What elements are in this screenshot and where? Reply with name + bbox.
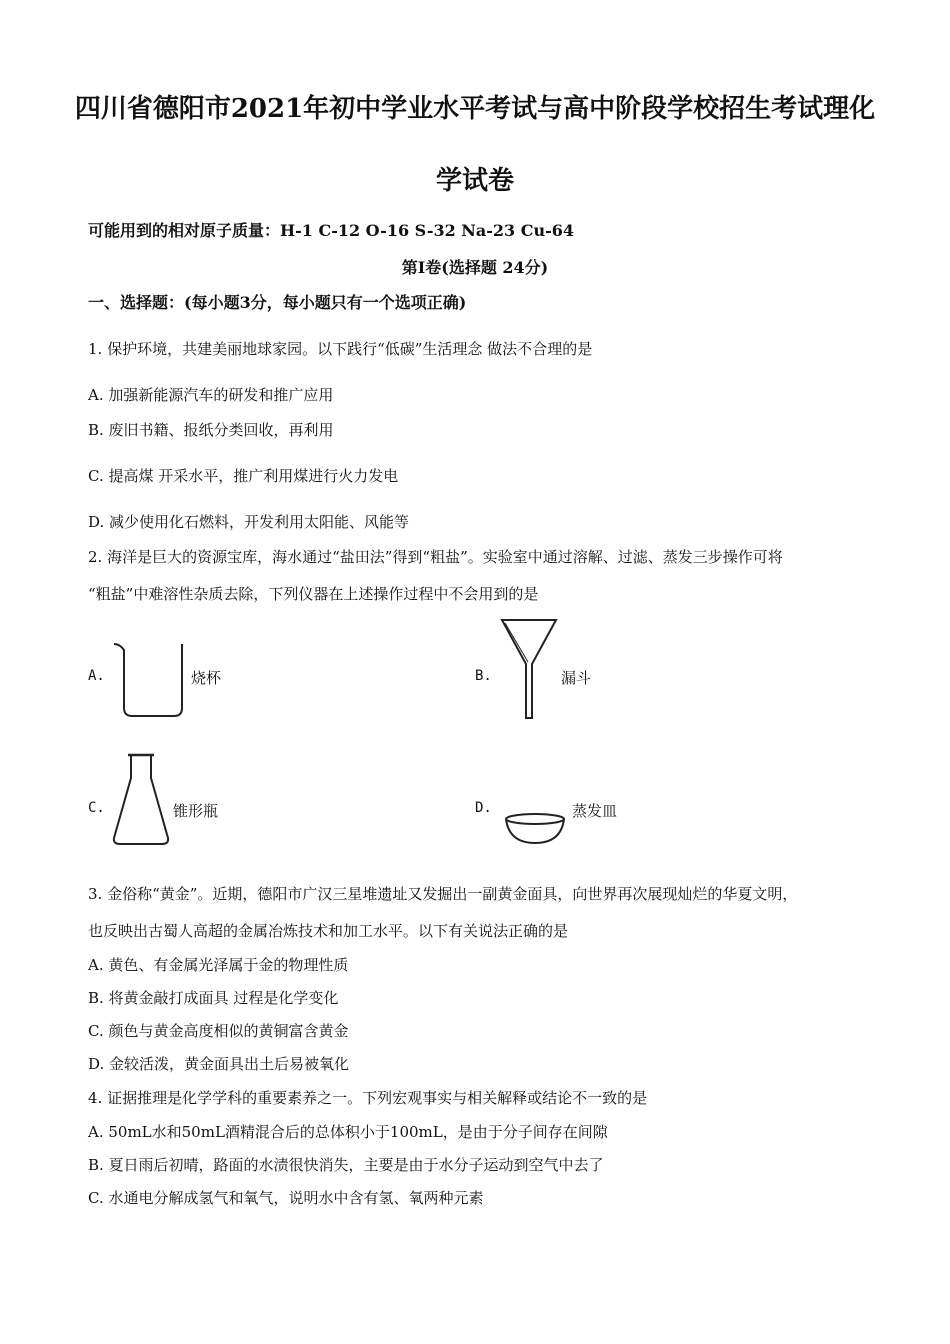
question-3-stem-line-1: 3. 金俗称“黄金”。近期，德阳市广汉三星堆遗址又发掘出一副黄金面具，向世界再次展现灿烂的华夏文明，: [88, 885, 798, 903]
question-4-stem: 4. 证据推理是化学学科的重要素养之一。下列宏观事实与相关解释或结论不一致的是: [88, 1089, 648, 1107]
erlenmeyer-flask-icon: [110, 752, 172, 848]
beaker-icon: [112, 642, 187, 720]
evaporating-dish-icon: [503, 812, 567, 846]
question-2-option-a-label: 烧杯: [191, 669, 222, 687]
question-3-option-a: A. 黄色、有金属光泽属于金的物理性质: [88, 956, 349, 974]
question-3-option-b: B. 将黄金敲打成面具 过程是化学变化: [88, 989, 339, 1007]
atomic-masses: 可能用到的相对原子质量：H-1 C-12 O-16 S-32 Na-23 Cu-64: [88, 221, 575, 240]
question-3-stem-line-2: 也反映出古蜀人高超的金属冶炼技术和加工水平。以下有关说法正确的是: [88, 922, 569, 940]
volume-heading: 第Ⅰ卷(选择题 24分): [401, 258, 549, 277]
question-2-option-d-letter: D.: [475, 800, 492, 816]
question-2-stem-line-1: 2. 海洋是巨大的资源宝库，海水通过“盐田法”得到“粗盐”。实验室中通过溶解、过滤、蒸发三步操作可将: [88, 548, 783, 566]
question-2-stem-line-2: “粗盐”中难溶性杂质去除，下列仪器在上述操作过程中不会用到的是: [88, 585, 539, 603]
question-1-option-c: C. 提高煤 开采水平，推广利用煤进行火力发电: [88, 467, 399, 485]
question-2-option-a-letter: A.: [88, 668, 105, 684]
question-4-option-c: C. 水通电分解成氢气和氧气，说明水中含有氢、氧两种元素: [88, 1189, 484, 1207]
question-4-option-a: A. 50mL水和50mL酒精混合后的总体积小于100mL，是由于分子间存在间隙: [88, 1123, 608, 1141]
page-title-line-1: 四川省德阳市2021年初中学业水平考试与高中阶段学校招生考试理化: [74, 94, 876, 124]
section-heading: 一、选择题：(每小题3分，每小题只有一个选项正确): [88, 293, 467, 312]
question-2-option-c-label: 锥形瓶: [173, 802, 219, 820]
question-3-option-c: C. 颜色与黄金高度相似的黄铜富含黄金: [88, 1022, 349, 1040]
question-4-option-b: B. 夏日雨后初晴，路面的水渍很快消失，主要是由于水分子运动到空气中去了: [88, 1156, 604, 1174]
page-title-line-2: 学试卷: [435, 166, 514, 196]
question-1-option-d: D. 减少使用化石燃料，开发利用太阳能、风能等: [88, 513, 410, 531]
question-2-option-b-letter: B.: [475, 668, 492, 684]
question-2-option-c-letter: C.: [88, 800, 105, 816]
question-1-option-a: A. 加强新能源汽车的研发和推广应用: [88, 386, 334, 404]
question-3-option-d: D. 金较活泼，黄金面具出土后易被氧化: [88, 1055, 350, 1073]
question-1-stem: 1. 保护环境，共建美丽地球家园。以下践行“低碳”生活理念 做法不合理的是: [88, 340, 593, 358]
funnel-icon: [500, 618, 558, 722]
question-1-option-b: B. 废旧书籍、报纸分类回收，再利用: [88, 421, 334, 439]
question-2-option-b-label: 漏斗: [561, 669, 592, 687]
question-2-option-d-label: 蒸发皿: [572, 802, 618, 820]
